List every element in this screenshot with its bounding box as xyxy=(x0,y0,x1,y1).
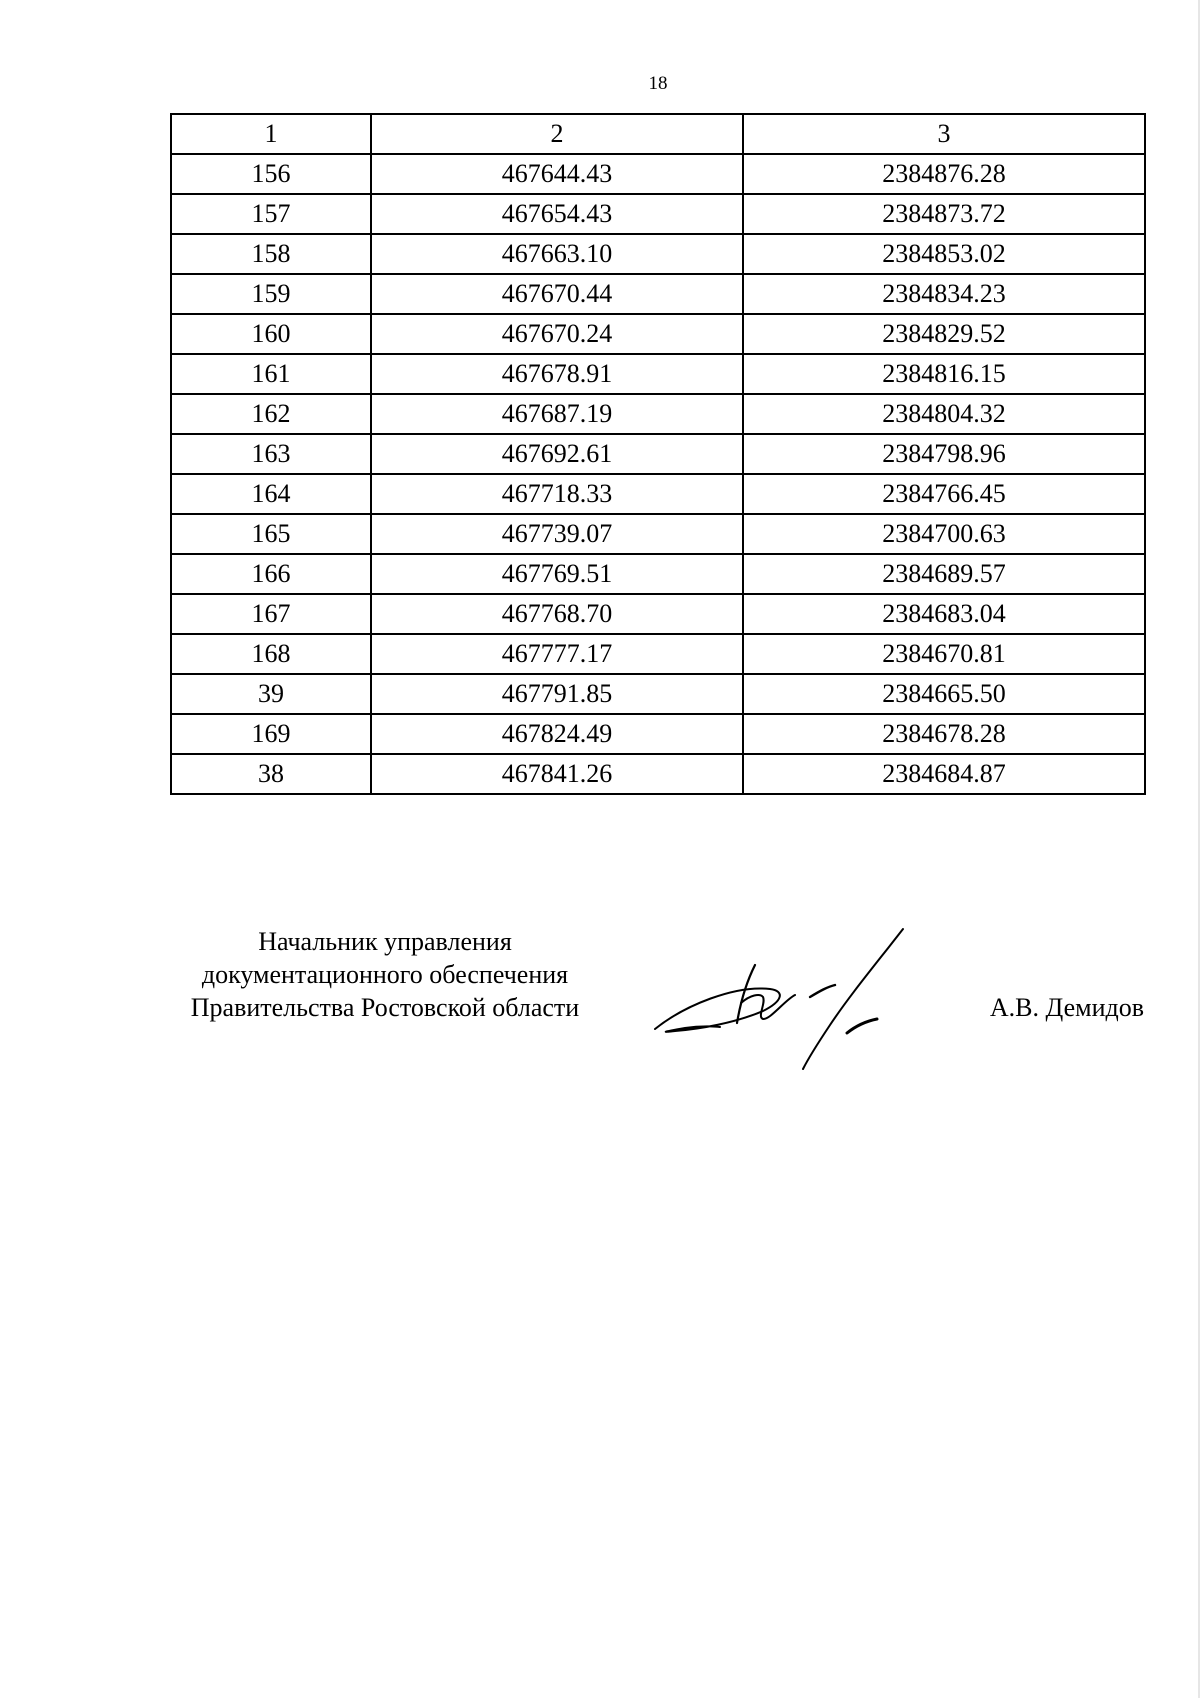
y-coordinate-cell: 2384834.23 xyxy=(743,274,1145,314)
point-number-cell: 164 xyxy=(171,474,371,514)
point-number-cell: 168 xyxy=(171,634,371,674)
point-number-cell: 158 xyxy=(171,234,371,274)
coordinates-table xyxy=(170,113,1146,795)
point-number-cell: 38 xyxy=(171,754,371,794)
y-coordinate-cell: 2384665.50 xyxy=(743,674,1145,714)
y-coordinate-cell: 2384689.57 xyxy=(743,554,1145,594)
table-row xyxy=(171,434,1145,474)
table-row xyxy=(171,314,1145,354)
y-coordinate-cell: 2384829.52 xyxy=(743,314,1145,354)
column-header: 2 xyxy=(371,114,743,154)
x-coordinate-cell: 467663.10 xyxy=(371,234,743,274)
table-row xyxy=(171,354,1145,394)
x-coordinate-cell: 467718.33 xyxy=(371,474,743,514)
x-coordinate-cell: 467644.43 xyxy=(371,154,743,194)
x-coordinate-cell: 467824.49 xyxy=(371,714,743,754)
table-row xyxy=(171,514,1145,554)
y-coordinate-cell: 2384873.72 xyxy=(743,194,1145,234)
point-number-cell: 167 xyxy=(171,594,371,634)
table-row xyxy=(171,634,1145,674)
point-number-cell: 159 xyxy=(171,274,371,314)
y-coordinate-cell: 2384700.63 xyxy=(743,514,1145,554)
column-header: 3 xyxy=(743,114,1145,154)
x-coordinate-cell: 467841.26 xyxy=(371,754,743,794)
signature-block xyxy=(170,925,1144,1075)
point-number-cell: 39 xyxy=(171,674,371,714)
y-coordinate-cell: 2384876.28 xyxy=(743,154,1145,194)
table-row xyxy=(171,594,1145,634)
x-coordinate-cell: 467768.70 xyxy=(371,594,743,634)
x-coordinate-cell: 467791.85 xyxy=(371,674,743,714)
point-number-cell: 169 xyxy=(171,714,371,754)
x-coordinate-cell: 467739.07 xyxy=(371,514,743,554)
y-coordinate-cell: 2384684.87 xyxy=(743,754,1145,794)
table-row xyxy=(171,714,1145,754)
y-coordinate-cell: 2384766.45 xyxy=(743,474,1145,514)
point-number-cell: 156 xyxy=(171,154,371,194)
signer-position-line: документационного обеспечения xyxy=(201,960,569,989)
y-coordinate-cell: 2384683.04 xyxy=(743,594,1145,634)
y-coordinate-cell: 2384678.28 xyxy=(743,714,1145,754)
table-row xyxy=(171,474,1145,514)
point-number-cell: 157 xyxy=(171,194,371,234)
x-coordinate-cell: 467670.44 xyxy=(371,274,743,314)
point-number-cell: 166 xyxy=(171,554,371,594)
x-coordinate-cell: 467670.24 xyxy=(371,314,743,354)
y-coordinate-cell: 2384816.15 xyxy=(743,354,1145,394)
x-coordinate-cell: 467687.19 xyxy=(371,394,743,434)
table-row xyxy=(171,554,1145,594)
point-number-cell: 162 xyxy=(171,394,371,434)
table-row xyxy=(171,394,1145,434)
y-coordinate-cell: 2384670.81 xyxy=(743,634,1145,674)
x-coordinate-cell: 467769.51 xyxy=(371,554,743,594)
page-number: 18 xyxy=(648,73,668,94)
y-coordinate-cell: 2384804.32 xyxy=(743,394,1145,434)
x-coordinate-cell: 467654.43 xyxy=(371,194,743,234)
table-row xyxy=(171,194,1145,234)
table-row xyxy=(171,234,1145,274)
handwritten-signature xyxy=(645,925,945,1075)
y-coordinate-cell: 2384853.02 xyxy=(743,234,1145,274)
y-coordinate-cell: 2384798.96 xyxy=(743,434,1145,474)
x-coordinate-cell: 467777.17 xyxy=(371,634,743,674)
point-number-cell: 161 xyxy=(171,354,371,394)
table-row xyxy=(171,154,1145,194)
signer-position-line: Правительства Ростовской области xyxy=(190,993,580,1022)
table-row xyxy=(171,274,1145,314)
signer-position-line: Начальник управления xyxy=(258,927,512,956)
table-row xyxy=(171,754,1145,794)
point-number-cell: 165 xyxy=(171,514,371,554)
signer-name: А.В. Демидов xyxy=(989,993,1144,1022)
table-header-row xyxy=(171,114,1145,154)
column-header: 1 xyxy=(171,114,371,154)
x-coordinate-cell: 467678.91 xyxy=(371,354,743,394)
x-coordinate-cell: 467692.61 xyxy=(371,434,743,474)
table-row xyxy=(171,674,1145,714)
point-number-cell: 163 xyxy=(171,434,371,474)
point-number-cell: 160 xyxy=(171,314,371,354)
signer-position xyxy=(170,925,600,1024)
